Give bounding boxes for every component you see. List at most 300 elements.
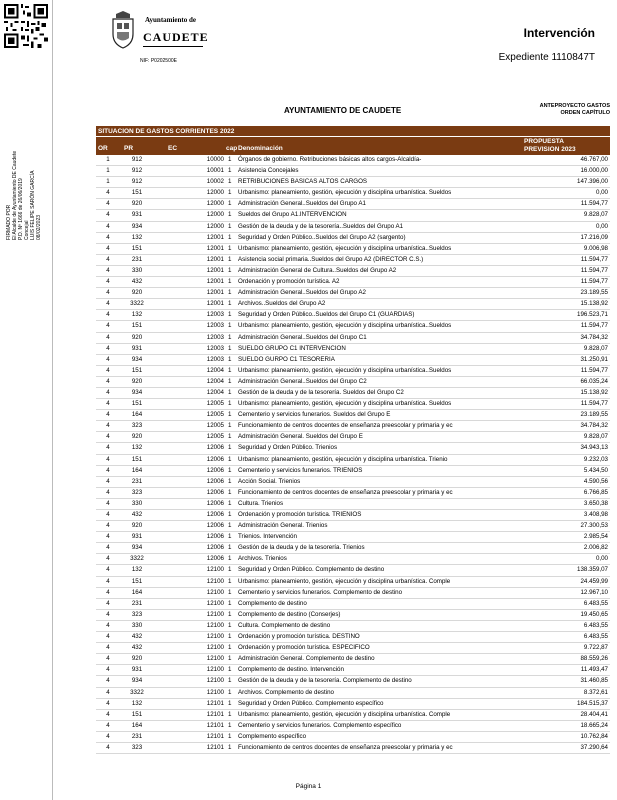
anteproyecto-line: ANTEPROYECTO GASTOS xyxy=(539,103,610,109)
cell-cap: 1 xyxy=(228,266,232,274)
cell-den: SUELDO GRUPO C1 INTERVENCION xyxy=(238,344,346,352)
cell-cap: 1 xyxy=(228,455,232,463)
cell-pr: 912 xyxy=(131,167,143,175)
cell-amt: 8.372,61 xyxy=(583,688,608,696)
cell-cap: 1 xyxy=(228,666,232,674)
cell-den: Trienios. Intervención xyxy=(238,533,297,541)
cell-den: Urbanismo: planeamiento, gestión, ejecución y disciplina urbanística. Sueldos xyxy=(238,189,452,197)
cell-ec: 12004 xyxy=(206,388,224,396)
cell-amt: 6.483,55 xyxy=(583,621,608,629)
cell-den: Urbanismo: planeamiento, gestión, ejecución y disciplina urbanística..Sueldos xyxy=(238,366,452,374)
cell-ec: 12003 xyxy=(206,322,224,330)
cell-amt: 11.493,47 xyxy=(580,666,608,674)
cell-den: Funcionamiento de centros docentes de enseñanza preescolar y primaria y ec xyxy=(238,422,453,430)
org-name: CAUDETE xyxy=(143,30,209,44)
cell-ec: 12001 xyxy=(206,300,224,308)
cell-cap: 1 xyxy=(228,621,232,629)
table-row xyxy=(96,643,610,654)
cell-cap: 1 xyxy=(228,255,232,263)
cell-pr: 330 xyxy=(131,266,143,274)
cell-den: Administración General. Trienios xyxy=(238,522,328,530)
table-row xyxy=(96,188,610,199)
cell-pr: 931 xyxy=(131,344,143,352)
cell-pr: 912 xyxy=(131,156,143,163)
cell-or: 4 xyxy=(106,511,110,518)
cell-amt: 9.006,98 xyxy=(583,244,608,252)
cell-amt: 12.967,10 xyxy=(580,588,608,596)
cell-pr: 432 xyxy=(131,633,143,641)
cell-ec: 12001 xyxy=(206,244,224,252)
cell-cap: 1 xyxy=(228,289,232,297)
cell-cap: 1 xyxy=(228,178,232,186)
cell-ec: 12101 xyxy=(206,732,224,740)
table-row xyxy=(96,577,610,588)
cell-den: Urbanismo: planeamiento, gestión, ejecución y disciplina urbanística. Sueldos xyxy=(238,400,452,408)
cell-cap: 1 xyxy=(228,211,232,219)
cell-ec: 12101 xyxy=(206,743,224,751)
cell-or: 4 xyxy=(106,222,110,230)
cell-amt: 15.138,92 xyxy=(580,388,608,396)
cell-amt: 3.408,98 xyxy=(583,511,608,518)
cell-amt: 28.404,41 xyxy=(580,710,608,718)
cell-den: Gestión de la deuda y de la tesorería. Sueldos del Grupo C2 xyxy=(238,388,404,396)
cell-amt: 16.000,00 xyxy=(580,167,608,175)
cell-pr: 164 xyxy=(131,411,143,419)
cell-ec: 12101 xyxy=(206,721,224,729)
table-row xyxy=(96,510,610,521)
cell-amt: 23.189,55 xyxy=(580,289,608,297)
cell-amt: 88.559,26 xyxy=(580,655,608,663)
col-cap: cap xyxy=(226,145,238,152)
column-header-row xyxy=(96,136,610,155)
cell-ec: 12100 xyxy=(206,688,224,696)
cell-cap: 1 xyxy=(228,444,232,452)
cell-den: Seguridad y Orden Público. Trienios xyxy=(238,444,338,452)
signature-line: P.D. Nº 1666 de 26/06/2019 xyxy=(18,178,24,240)
signature-text xyxy=(6,150,42,240)
signature-line: El Alcalde de Ayuntamiento DE Caudete xyxy=(12,150,18,240)
cell-cap: 1 xyxy=(228,156,232,163)
cell-amt: 31.460,85 xyxy=(580,677,608,685)
cell-den: Ordenación y promoción turística. ESPECIFICO xyxy=(238,644,370,652)
cell-amt: 23.189,55 xyxy=(580,411,608,419)
cell-den: Urbanismo: planeamiento, gestión, ejecución y disciplina urbanística. Comple xyxy=(238,577,451,585)
cell-cap: 1 xyxy=(228,499,232,507)
cell-amt: 11.594,77 xyxy=(580,322,608,330)
table-row xyxy=(96,344,610,355)
cell-cap: 1 xyxy=(228,244,232,252)
cell-or: 4 xyxy=(106,544,110,552)
cell-ec: 12005 xyxy=(206,422,224,430)
table-row xyxy=(96,177,610,188)
table-row xyxy=(96,410,610,421)
cell-ec: 12005 xyxy=(206,400,224,408)
cell-ec: 12006 xyxy=(206,444,224,452)
cell-ec: 12001 xyxy=(206,255,224,263)
cell-ec: 12100 xyxy=(206,610,224,618)
cell-pr: 934 xyxy=(131,677,143,685)
cell-cap: 1 xyxy=(228,599,232,607)
cell-cap: 1 xyxy=(228,677,232,685)
table-row xyxy=(96,599,610,610)
cell-cap: 1 xyxy=(228,488,232,496)
cell-ec: 12100 xyxy=(206,621,224,629)
cell-cap: 1 xyxy=(228,533,232,541)
cell-or: 4 xyxy=(106,355,110,363)
cell-pr: 432 xyxy=(131,511,143,518)
cell-cap: 1 xyxy=(228,222,232,230)
cell-ec: 12006 xyxy=(206,555,224,563)
cell-den: Asistencia social primaria..Sueldos del Grupo A2 (DIRECTOR C.S.) xyxy=(238,255,424,263)
cell-or: 4 xyxy=(106,599,110,607)
cell-or: 4 xyxy=(106,743,110,751)
cell-cap: 1 xyxy=(228,278,232,286)
cell-ec: 12000 xyxy=(206,189,224,197)
cell-amt: 6.483,55 xyxy=(583,633,608,641)
cell-pr: 920 xyxy=(131,655,143,663)
cell-ec: 12005 xyxy=(206,433,224,441)
cell-amt: 37.290,64 xyxy=(580,743,608,751)
cell-den: Complemento específico xyxy=(238,732,307,740)
cell-amt: 11.594,77 xyxy=(580,400,608,408)
cell-amt: 19.450,65 xyxy=(580,610,608,618)
cell-cap: 1 xyxy=(228,388,232,396)
cell-cap: 1 xyxy=(228,311,232,319)
cell-den: Urbanismo: planeamiento, gestión, ejecución y disciplina urbanística. Comple xyxy=(238,710,451,718)
table-row xyxy=(96,488,610,499)
signature-line: 08/02/2023 xyxy=(36,214,42,240)
cell-cap: 1 xyxy=(228,655,232,663)
cell-pr: 920 xyxy=(131,200,143,208)
table-body xyxy=(96,155,610,754)
table-row xyxy=(96,421,610,432)
cell-pr: 931 xyxy=(131,533,143,541)
cell-ec: 12100 xyxy=(206,588,224,596)
cell-den: Órganos de gobierno. Retribuciones básicas altos cargos-Alcaldía- xyxy=(238,156,422,163)
cell-or: 4 xyxy=(106,266,110,274)
cell-cap: 1 xyxy=(228,544,232,552)
cell-or: 4 xyxy=(106,577,110,585)
section-header: SITUACION DE GASTOS CORRIENTES 2022 xyxy=(96,126,610,136)
table-row xyxy=(96,466,610,477)
cell-den: Ordenación y promoción turística. A2 xyxy=(238,278,340,286)
cell-or: 4 xyxy=(106,644,110,652)
cell-pr: 132 xyxy=(131,566,143,574)
table-row xyxy=(96,377,610,388)
table-row xyxy=(96,244,610,255)
cell-or: 4 xyxy=(106,366,110,374)
cell-or: 4 xyxy=(106,633,110,641)
cell-amt: 11.594,77 xyxy=(580,366,608,374)
cell-cap: 1 xyxy=(228,377,232,385)
cell-cap: 1 xyxy=(228,233,232,241)
cell-pr: 323 xyxy=(131,610,143,618)
cell-or: 4 xyxy=(106,588,110,596)
cell-or: 4 xyxy=(106,422,110,430)
table-row xyxy=(96,743,610,754)
cell-den: Complemento de destino (Conserjes) xyxy=(238,610,341,618)
cell-or: 4 xyxy=(106,322,110,330)
cell-den: Cementerio y servicios funerarios. TRIENIOS xyxy=(238,466,363,474)
cell-or: 4 xyxy=(106,311,110,319)
table-row xyxy=(96,521,610,532)
cell-pr: 164 xyxy=(131,721,143,729)
budget-table xyxy=(96,126,610,754)
cell-or: 4 xyxy=(106,555,110,563)
anteproyecto-label xyxy=(532,103,610,117)
cell-or: 4 xyxy=(106,533,110,541)
cell-or: 4 xyxy=(106,710,110,718)
cell-pr: 151 xyxy=(131,400,143,408)
cell-den: Urbanismo: planeamiento, gestión, ejecución y disciplina urbanística..Sueldos xyxy=(238,322,452,330)
table-row xyxy=(96,565,610,576)
cell-amt: 2.006,82 xyxy=(583,544,608,552)
orden-line: ORDEN CAPÍTULO xyxy=(560,110,610,116)
cell-or: 4 xyxy=(106,300,110,308)
cell-amt: 196.523,71 xyxy=(577,311,608,319)
cell-pr: 132 xyxy=(131,311,143,319)
cell-den: Gestión de la deuda y de la tesorería. Complemento de destino xyxy=(238,677,412,685)
nif-text: NIF: P0202500E xyxy=(140,58,177,64)
col-ec: EC xyxy=(168,145,178,152)
cell-cap: 1 xyxy=(228,555,232,563)
cell-pr: 330 xyxy=(131,499,143,507)
cell-amt: 9.828,07 xyxy=(583,433,608,441)
cell-cap: 1 xyxy=(228,366,232,374)
cell-ec: 12000 xyxy=(206,222,224,230)
cell-pr: 231 xyxy=(131,477,143,485)
cell-ec: 12100 xyxy=(206,655,224,663)
cell-or: 4 xyxy=(106,400,110,408)
cell-ec: 12100 xyxy=(206,633,224,641)
cell-or: 4 xyxy=(106,721,110,729)
cell-pr: 323 xyxy=(131,488,143,496)
table-row xyxy=(96,199,610,210)
cell-pr: 151 xyxy=(131,366,143,374)
cell-den: Archivos..Sueldos del Grupo A2 xyxy=(238,300,326,308)
cell-ec: 12006 xyxy=(206,511,224,518)
cell-ec: 12004 xyxy=(206,366,224,374)
table-row xyxy=(96,732,610,743)
cell-cap: 1 xyxy=(228,699,232,707)
cell-ec: 12006 xyxy=(206,455,224,463)
cell-or: 4 xyxy=(106,433,110,441)
cell-ec: 12005 xyxy=(206,411,224,419)
cell-den: Administración General de Cultura..Sueldos del Grupo A2 xyxy=(238,266,397,274)
cell-pr: 231 xyxy=(131,732,143,740)
cell-or: 4 xyxy=(106,677,110,685)
cell-amt: 31.250,91 xyxy=(580,355,608,363)
cell-cap: 1 xyxy=(228,588,232,596)
table-row xyxy=(96,621,610,632)
table-row xyxy=(96,632,610,643)
table-row xyxy=(96,554,610,565)
cell-ec: 12100 xyxy=(206,599,224,607)
cell-amt: 2.985,54 xyxy=(583,533,608,541)
table-row xyxy=(96,321,610,332)
cell-amt: 147.396,00 xyxy=(577,178,608,186)
cell-pr: 151 xyxy=(131,244,143,252)
cell-cap: 1 xyxy=(228,511,232,518)
cell-amt: 6.766,85 xyxy=(583,488,608,496)
cell-den: Ordenación y promoción turística. DESTINO xyxy=(238,633,360,641)
cell-cap: 1 xyxy=(228,433,232,441)
cell-ec: 12000 xyxy=(206,200,224,208)
cell-amt: 3.650,38 xyxy=(583,499,608,507)
cell-ec: 12001 xyxy=(206,278,224,286)
cell-pr: 934 xyxy=(131,544,143,552)
table-row xyxy=(96,333,610,344)
cell-or: 4 xyxy=(106,666,110,674)
cell-amt: 9.828,07 xyxy=(583,211,608,219)
table-row xyxy=(96,310,610,321)
cell-cap: 1 xyxy=(228,710,232,718)
cell-amt: 34.784,32 xyxy=(580,422,608,430)
cell-den: Funcionamiento de centros docentes de enseñanza preescolar y primaria y ec xyxy=(238,743,453,751)
cell-or: 4 xyxy=(106,189,110,197)
cell-cap: 1 xyxy=(228,577,232,585)
table-row xyxy=(96,166,610,177)
table-row xyxy=(96,455,610,466)
cell-amt: 4.590,56 xyxy=(583,477,608,485)
coat-of-arms-icon xyxy=(108,10,138,50)
cell-or: 1 xyxy=(106,178,110,186)
cell-pr: 3322 xyxy=(130,688,144,696)
signature-sidebar xyxy=(0,0,53,800)
col-pr: PR xyxy=(124,145,134,152)
cell-or: 4 xyxy=(106,688,110,696)
cell-amt: 18.665,24 xyxy=(580,721,608,729)
cell-or: 4 xyxy=(106,699,110,707)
cell-pr: 151 xyxy=(131,322,143,330)
cell-ec: 12006 xyxy=(206,488,224,496)
signature-line: Concejal xyxy=(24,220,30,240)
cell-cap: 1 xyxy=(228,411,232,419)
cell-den: Cementerio y servicios funerarios. Complemento de destino xyxy=(238,588,403,596)
cell-den: Ordenación y promoción turística. TRIENIOS xyxy=(238,511,362,518)
cell-pr: 132 xyxy=(131,444,143,452)
cell-amt: 34.784,32 xyxy=(580,333,608,341)
cell-den: Administración General..Sueldos del Grupo C1 xyxy=(238,333,367,341)
cell-cap: 1 xyxy=(228,344,232,352)
cell-amt: 9.828,07 xyxy=(583,344,608,352)
cell-amt: 10.762,84 xyxy=(580,732,608,740)
table-row xyxy=(96,399,610,410)
cell-or: 4 xyxy=(106,233,110,241)
table-row xyxy=(96,532,610,543)
cell-or: 4 xyxy=(106,344,110,352)
cell-or: 4 xyxy=(106,610,110,618)
table-row xyxy=(96,688,610,699)
table-row xyxy=(96,721,610,732)
cell-den: Seguridad y Orden Público. Complemento específico xyxy=(238,699,384,707)
cell-cap: 1 xyxy=(228,200,232,208)
cell-amt: 11.594,77 xyxy=(580,200,608,208)
cell-amt: 138.359,07 xyxy=(577,566,608,574)
cell-den: RETRIBUCIONES BASICAS ALTOS CARGOS xyxy=(238,178,368,186)
cell-ec: 12100 xyxy=(206,666,224,674)
cell-amt: 46.767,00 xyxy=(580,156,608,163)
cell-or: 4 xyxy=(106,289,110,297)
table-row xyxy=(96,710,610,721)
cell-den: Asistencia Concejales xyxy=(238,167,299,175)
table-row xyxy=(96,299,610,310)
org-underline xyxy=(143,46,203,47)
org-label: Ayuntamiento de xyxy=(145,16,197,24)
cell-amt: 11.594,77 xyxy=(580,266,608,274)
cell-pr: 231 xyxy=(131,599,143,607)
cell-or: 4 xyxy=(106,499,110,507)
cell-or: 4 xyxy=(106,377,110,385)
qr-code-icon xyxy=(4,4,48,48)
table-row xyxy=(96,388,610,399)
document-title: AYUNTAMIENTO DE CAUDETE xyxy=(284,106,402,115)
cell-ec: 12100 xyxy=(206,577,224,585)
cell-or: 4 xyxy=(106,244,110,252)
table-row xyxy=(96,443,610,454)
cell-den: Gestión de la deuda y de la tesorería. Trienios xyxy=(238,544,365,552)
table-row xyxy=(96,366,610,377)
cell-pr: 151 xyxy=(131,710,143,718)
cell-den: Gestión de la deuda y de la tesorería..Sueldos del Grupo A1 xyxy=(238,222,404,230)
cell-or: 4 xyxy=(106,566,110,574)
cell-or: 4 xyxy=(106,477,110,485)
cell-den: Administración General. Sueldos del Grupo E xyxy=(238,433,363,441)
table-row xyxy=(96,654,610,665)
cell-pr: 164 xyxy=(131,466,143,474)
table-row xyxy=(96,676,610,687)
col-prevision: PREVISION 2023 xyxy=(524,146,576,153)
cell-pr: 920 xyxy=(131,333,143,341)
cell-amt: 6.483,55 xyxy=(583,599,608,607)
cell-den: Cementerio y servicios funerarios. Complemento específico xyxy=(238,721,402,729)
cell-ec: 12100 xyxy=(206,644,224,652)
cell-ec: 12003 xyxy=(206,355,224,363)
cell-pr: 164 xyxy=(131,588,143,596)
cell-or: 4 xyxy=(106,333,110,341)
table-row xyxy=(96,477,610,488)
cell-ec: 12006 xyxy=(206,544,224,552)
cell-ec: 12101 xyxy=(206,710,224,718)
cell-cap: 1 xyxy=(228,688,232,696)
cell-pr: 132 xyxy=(131,233,143,241)
cell-pr: 934 xyxy=(131,355,143,363)
cell-den: Sueldos del Grupo A1.INTERVENCION xyxy=(238,211,347,219)
table-row xyxy=(96,233,610,244)
signature-line: FIRMADO POR xyxy=(6,204,12,240)
cell-den: Administración General..Sueldos del Grupo A2 xyxy=(238,289,366,297)
col-or: OR xyxy=(98,145,108,152)
cell-den: Funcionamiento de centros docentes de enseñanza preescolar y primaria y ec xyxy=(238,488,453,496)
cell-cap: 1 xyxy=(228,466,232,474)
cell-cap: 1 xyxy=(228,422,232,430)
table-row xyxy=(96,432,610,443)
cell-ec: 12004 xyxy=(206,377,224,385)
cell-pr: 323 xyxy=(131,743,143,751)
cell-den: Archivos. Trienios xyxy=(238,555,287,563)
cell-cap: 1 xyxy=(228,644,232,652)
cell-amt: 184.515,37 xyxy=(577,699,608,707)
cell-amt: 11.594,77 xyxy=(580,278,608,286)
cell-cap: 1 xyxy=(228,300,232,308)
cell-or: 4 xyxy=(106,444,110,452)
cell-pr: 132 xyxy=(131,699,143,707)
table-row xyxy=(96,255,610,266)
cell-amt: 66.035,24 xyxy=(580,377,608,385)
cell-pr: 931 xyxy=(131,211,143,219)
cell-den: Complemento de destino xyxy=(238,599,307,607)
cell-or: 1 xyxy=(106,167,110,175)
